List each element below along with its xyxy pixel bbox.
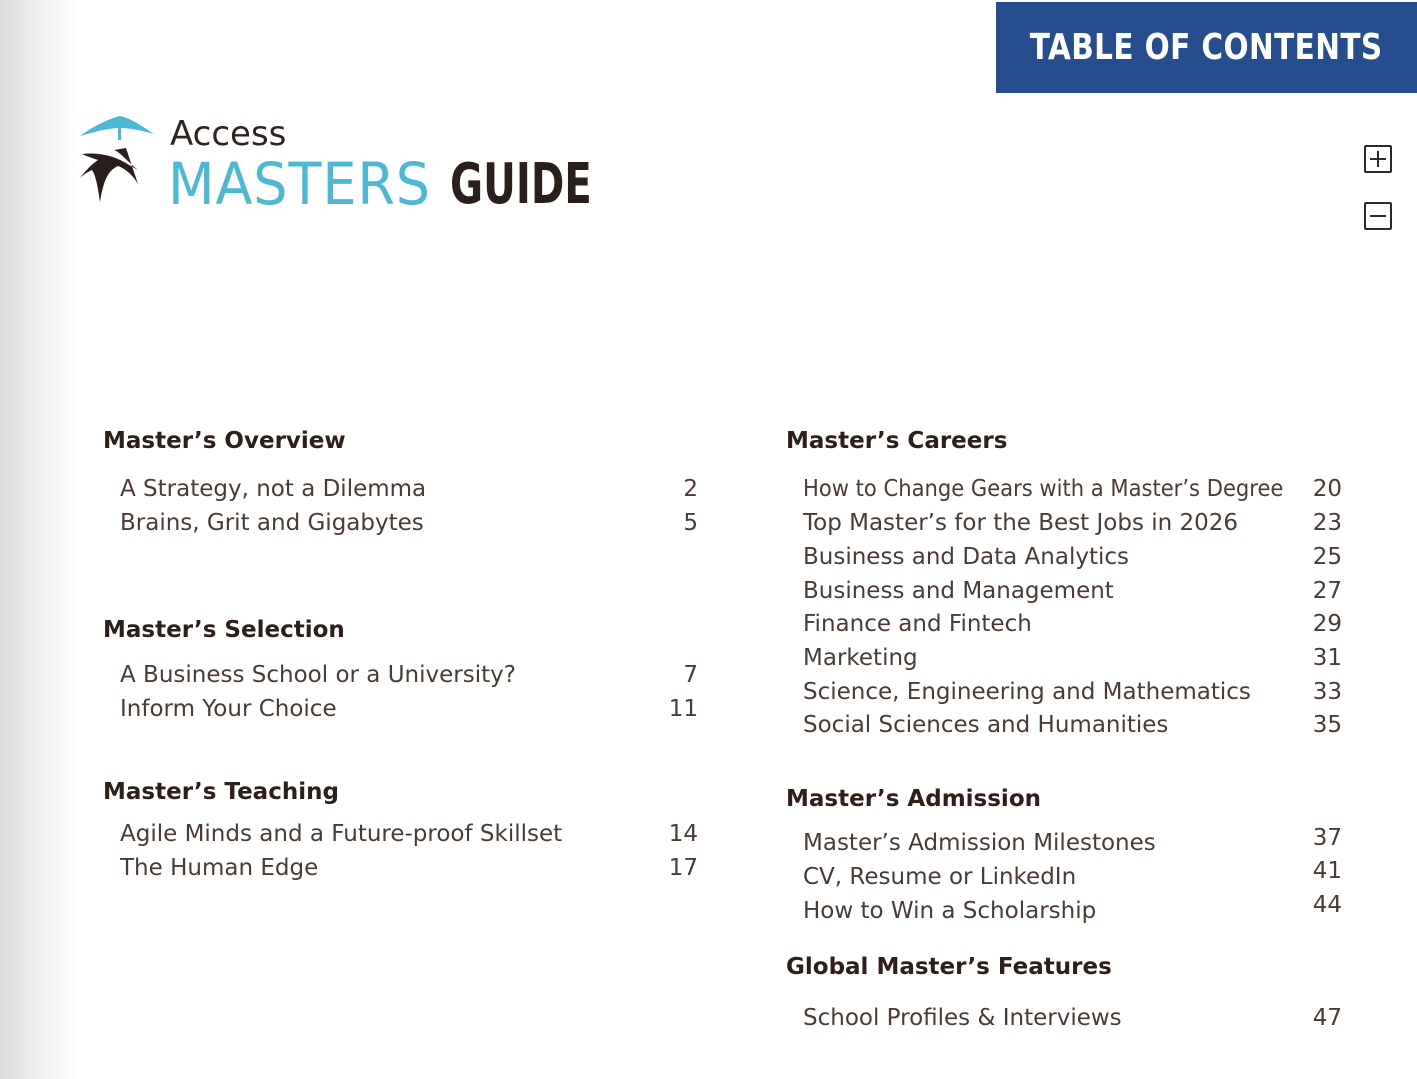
toc-entry[interactable]: CV, Resume or LinkedIn: [803, 864, 1077, 890]
toc-entry[interactable]: A Business School or a University?: [120, 662, 516, 688]
toc-entry[interactable]: Marketing: [803, 645, 918, 671]
toc-page-number: 2: [683, 476, 698, 502]
toc-entry[interactable]: How to Win a Scholarship: [803, 898, 1097, 924]
toc-page-number: 37: [1312, 825, 1342, 851]
section-heading-teaching: Master’s Teaching: [103, 779, 339, 805]
banner-title: TABLE OF CONTENTS: [1030, 27, 1383, 68]
toc-page-number: 11: [668, 696, 698, 722]
section-heading-global-features: Global Master’s Features: [786, 954, 1112, 980]
toc-page-number: 17: [668, 855, 698, 881]
toc-entry[interactable]: Top Master’s for the Best Jobs in 2026: [803, 510, 1239, 536]
hang-glider-logo-icon: [78, 114, 158, 206]
toc-entry[interactable]: Business and Data Analytics: [803, 544, 1129, 570]
toc-page-number: 7: [683, 662, 698, 688]
section-heading-overview: Master’s Overview: [103, 428, 346, 454]
toc-page-number: 27: [1312, 578, 1342, 604]
toc-entry[interactable]: A Strategy, not a Dilemma: [120, 476, 427, 502]
toc-page-number: 41: [1312, 858, 1342, 884]
toc-entry[interactable]: Social Sciences and Humanities: [803, 712, 1169, 738]
toc-entry[interactable]: How to Change Gears with a Master’s Degree: [803, 476, 1284, 502]
logo: [78, 112, 598, 222]
toc-page-number: 47: [1312, 1005, 1342, 1031]
logo-access-text: Access: [170, 114, 287, 154]
toc-entry[interactable]: Agile Minds and a Future-proof Skillset: [120, 821, 563, 847]
section-heading-admission: Master’s Admission: [786, 786, 1041, 812]
toc-entry[interactable]: The Human Edge: [120, 855, 319, 881]
toc-page-number: 25: [1312, 544, 1342, 570]
section-heading-careers: Master’s Careers: [786, 428, 1008, 454]
toc-page-number: 23: [1312, 510, 1342, 536]
toc-entry[interactable]: Inform Your Choice: [120, 696, 337, 722]
toc-entry[interactable]: School Profiles & Interviews: [803, 1005, 1122, 1031]
page-edge-shadow: [0, 0, 80, 1079]
toc-page-number: 33: [1312, 679, 1342, 705]
toc-entry[interactable]: Science, Engineering and Mathematics: [803, 679, 1251, 705]
toc-entry[interactable]: Business and Management: [803, 578, 1114, 604]
toc-page-number: 31: [1312, 645, 1342, 671]
plus-icon: [1366, 147, 1390, 171]
logo-guide-text: GUIDE: [450, 152, 592, 217]
toc-page-number: 29: [1312, 611, 1342, 637]
toc-entry[interactable]: Master’s Admission Milestones: [803, 830, 1156, 856]
zoom-in-button[interactable]: [1364, 145, 1392, 173]
logo-masters-text: MASTERS: [168, 150, 431, 218]
toc-page-number: 35: [1312, 712, 1342, 738]
section-heading-selection: Master’s Selection: [103, 617, 345, 643]
zoom-out-button[interactable]: [1364, 202, 1392, 230]
toc-entry[interactable]: Brains, Grit and Gigabytes: [120, 510, 424, 536]
toc-page-number: 5: [683, 510, 698, 536]
toc-page-number: 20: [1312, 476, 1342, 502]
minus-icon: [1366, 204, 1390, 228]
toc-page-number: 44: [1312, 892, 1342, 918]
toc-entry[interactable]: Finance and Fintech: [803, 611, 1032, 637]
toc-page-number: 14: [668, 821, 698, 847]
toc-banner: [996, 2, 1417, 93]
